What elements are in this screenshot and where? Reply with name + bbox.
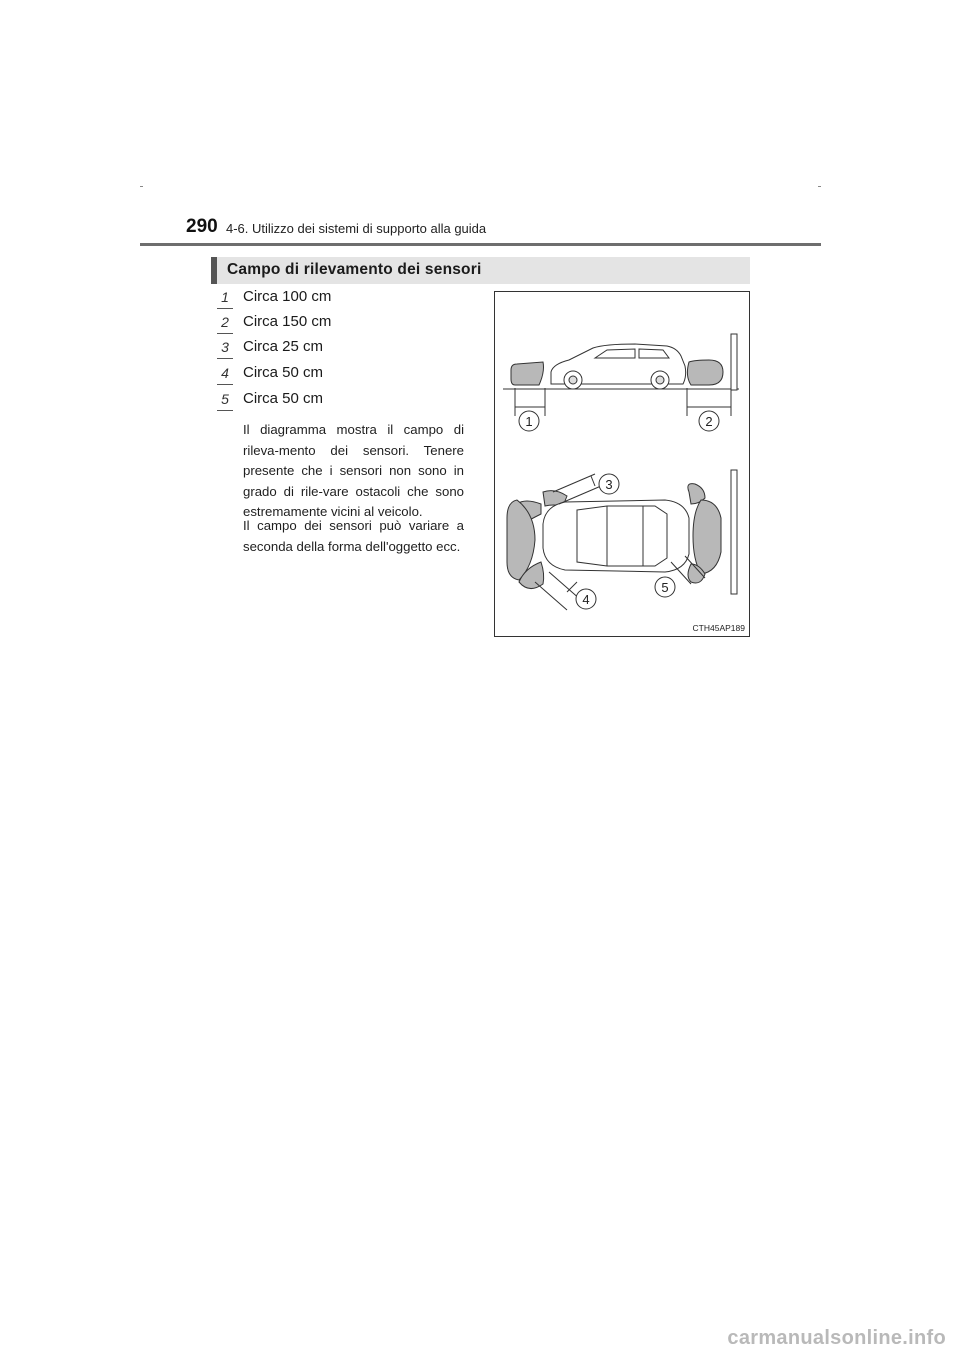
callout-label-5: 5 — [661, 580, 669, 595]
watermark: carmanualsonline.info — [727, 1327, 946, 1349]
description-paragraph: Il diagramma mostra il campo di rileva-mento dei sensori. Tenere presente che i sensori non sono in grado di rile-vare ostacoli che sono estremamente vicini al veicolo. — [243, 422, 464, 520]
callout-label-2: 2 — [705, 414, 713, 429]
section-path: 4-6. Utilizzo dei sistemi di supporto alla guida — [226, 221, 487, 236]
wall-top — [731, 470, 737, 594]
item-text: Circa 50 cm — [243, 364, 324, 381]
callout-label-4: 4 — [582, 592, 590, 607]
crop-mark-right — [818, 186, 821, 187]
item-number: 1 — [218, 288, 232, 307]
rear-center-zone-top — [693, 500, 721, 574]
item-text: Circa 25 cm — [243, 338, 324, 355]
item-text: Circa 100 cm — [243, 288, 332, 305]
page-number: 290 — [186, 216, 218, 237]
diagram-drawing — [495, 292, 751, 638]
rear-detection-zone — [687, 360, 723, 385]
description-paragraph: Il campo dei sensori può variare a seconda della forma dell'oggetto ecc. — [243, 518, 464, 554]
callout-4 — [576, 589, 596, 609]
item-number: 5 — [218, 390, 232, 409]
callout-5 — [655, 577, 675, 597]
callout-label-3: 3 — [605, 477, 613, 492]
section-accent — [211, 257, 217, 284]
header-rule — [140, 243, 821, 246]
top-view — [507, 470, 737, 610]
front-detection-zone — [511, 362, 544, 385]
callout-1 — [519, 411, 539, 431]
callout-2 — [699, 411, 719, 431]
item-number: 2 — [218, 313, 232, 332]
item-number: 4 — [218, 364, 232, 383]
sensor-range-diagram — [494, 291, 750, 637]
side-view — [503, 334, 739, 416]
callout-3 — [599, 474, 619, 494]
item-text: Circa 150 cm — [243, 313, 332, 330]
callout-label-1: 1 — [525, 414, 533, 429]
item-text: Circa 50 cm — [243, 390, 324, 407]
section-title: Campo di rilevamento dei sensori — [227, 261, 482, 278]
item-number: 3 — [218, 338, 232, 357]
crop-mark-left — [140, 186, 143, 187]
section-heading — [211, 257, 750, 284]
wall — [731, 334, 737, 390]
figure-code: CTH45AP189 — [692, 623, 745, 633]
